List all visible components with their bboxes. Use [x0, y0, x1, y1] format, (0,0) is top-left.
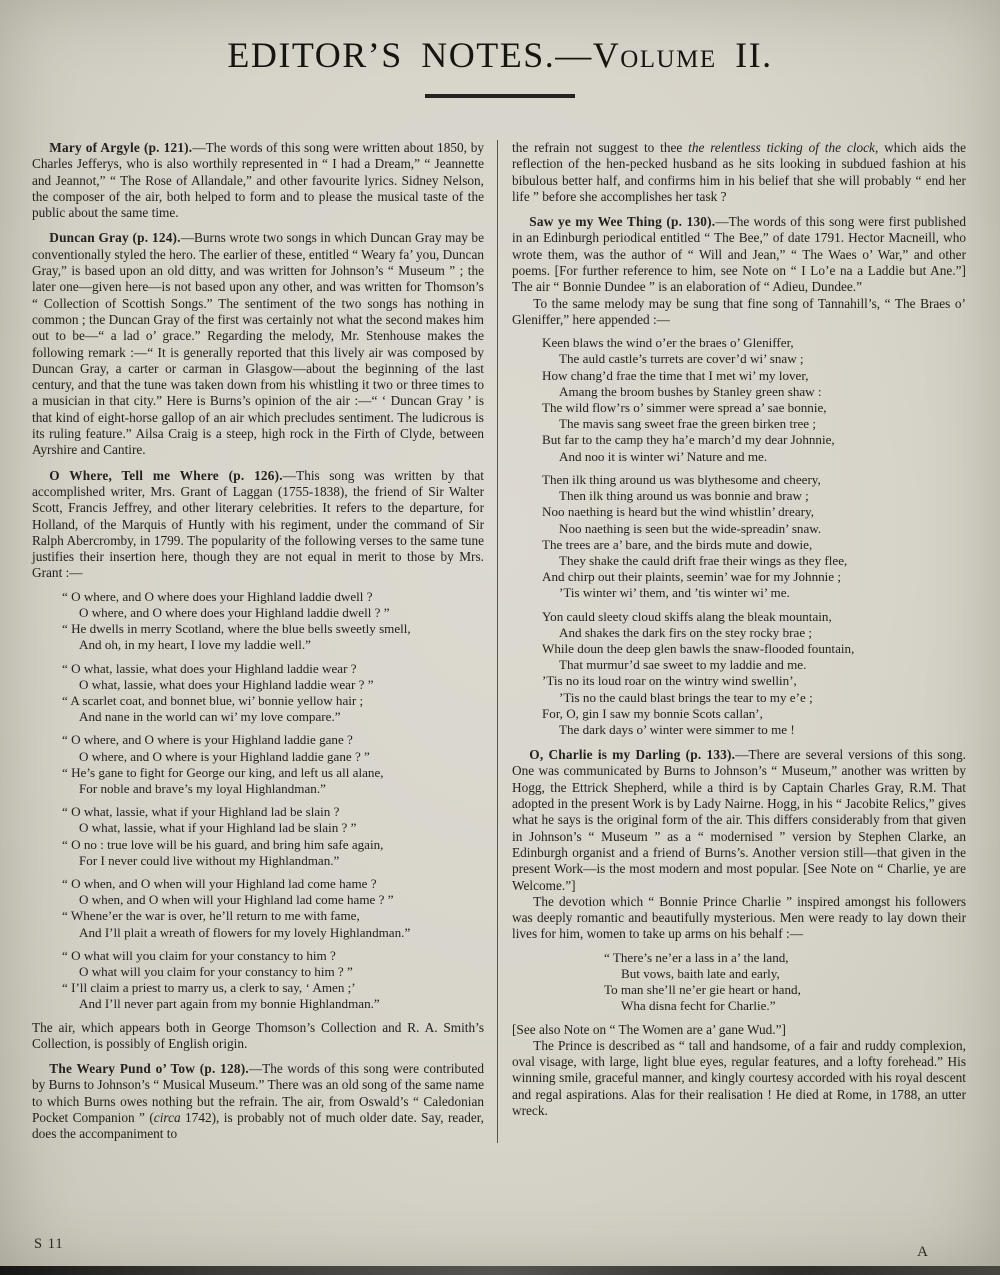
paragraph	[512, 1022, 966, 1038]
verse-stanza	[512, 609, 966, 739]
verse-line: The dark days o’ winter were simmer to me !	[559, 721, 795, 737]
verse-line: “ I’ll claim a priest to marry us, a clerk to say, ‘ Amen ;’	[62, 980, 356, 996]
note-heading: The Weary Pund o’ Tow (p. 128).	[49, 1061, 249, 1077]
title-volume: Volume II.	[592, 35, 773, 75]
verse-line: O where, and O where is your Highland laddie gane ? ”	[79, 748, 370, 764]
note-paragraph	[32, 140, 484, 221]
italic-text-run: the relentless ticking of the clock	[688, 140, 875, 155]
verse-stanza	[512, 335, 966, 465]
verse-stanza	[32, 876, 484, 941]
verse-line: “ O no : true love will be his guard, and bring him safe again,	[62, 836, 384, 852]
verse-line: Amang the broom bushes by Stanley green shaw :	[559, 383, 822, 399]
verse-line: Noo naething is seen but the wide-spreadin’ snaw.	[559, 520, 822, 536]
verse-line: “ He dwells in merry Scotland, where the blue bells sweetly smell,	[62, 621, 411, 637]
verse-stanza	[32, 804, 484, 869]
verse-stanza	[32, 589, 484, 654]
verse-line: “ O what, lassie, what does your Highland laddie wear ?	[62, 660, 357, 676]
verse-line: Keen blaws the wind o’er the braes o’ Gleniffer,	[542, 335, 794, 351]
verse-line: And I’ll plait a wreath of flowers for my lovely Highlandman.”	[79, 924, 411, 940]
verse-line: How chang’d frae the time that I met wi’ my lover,	[542, 367, 809, 383]
verse-line: But vows, baith late and early,	[621, 965, 780, 981]
verse-line: O where, and O where does your Highland laddie dwell ? ”	[79, 604, 390, 620]
verse-line: To man she’ll ne’er gie heart or hand,	[604, 982, 801, 998]
verse-line: “ O where, and O where does your Highland laddie dwell ?	[62, 588, 373, 604]
verse-line: Then ilk thing around us was bonnie and braw ;	[559, 488, 809, 504]
paragraph	[512, 1038, 966, 1119]
two-column-layout	[32, 140, 966, 1143]
right-column	[498, 140, 966, 1143]
paragraph	[32, 1020, 484, 1053]
verse-line: “ A scarlet coat, and bonnet blue, wi’ bonnie yellow hair ;	[62, 692, 364, 708]
text-run: —The words of this song were first published in an Edinburgh periodical entitled “ The Bee,” of date 1791. Hector Macneill, who wrote them, was the author of “ Will and Jean,” “ The Waes o’ War,” and other poems. [For further reference to him, see Note on “ I Lo’e na a Laddie but Ane.”] The air “ Bonnie Dundee ” is an elaboration of “ Adieu, Dundee.”	[512, 214, 966, 295]
verse-line: Then ilk thing around us was blythesome and cheery,	[542, 471, 821, 487]
italic-text-run: circa	[153, 1110, 181, 1126]
verse-line: For, O, gin I saw my bonnie Scots callan’,	[542, 705, 763, 721]
signature-right: A	[917, 1244, 928, 1260]
verse-line: And I’ll never part again from my bonnie Highlandman.”	[79, 996, 380, 1012]
verse-line: O what, lassie, what does your Highland laddie wear ? ”	[79, 676, 374, 692]
verse-stanza	[32, 732, 484, 797]
verse-line: “ O where, and O where is your Highland laddie gane ?	[62, 732, 353, 748]
verse-line: “ O when, and O when will your Highland lad come hame ?	[62, 875, 377, 891]
text-run: —The words of this song were contributed by Burns to Johnson’s “ Musical Museum.” There was an old song of the same name to which Burns owes nothing but the refrain. The air, from Oswald’s “ Caledonian Pocket Companion ” (	[32, 1061, 485, 1126]
text-run: To the same melody may be sung that fine song of Tannahill’s, “ The Braes o’ Gleniffer,” here appended :—	[512, 295, 966, 327]
title-rule	[425, 94, 575, 98]
verse-line: And shakes the dark firs on the stey rocky brae ;	[559, 624, 813, 640]
paragraph	[512, 296, 966, 329]
verse-line: The trees are a’ bare, and the birds mute and dowie,	[542, 536, 813, 552]
text-run: —There are several versions of this song. One was communicated by Burns to Johnson’s “ Museum,” another was written by Hogg, the Ettrick Shepherd, while a third is by Captain Charles Gray, R.M. That adopted in the present Work is by Lady Nairne. Hogg, in his “ Jacobite Relics,” gives what he says is the original form of the air. This differs considerably from that given in Johnson’s “ Museum ” as a “ modernised ” version by Stephen Clarke, an Edinburgh organist and a friend of Burns’s. Another version still—that given in the present Work—is the most modern and most popular. [See Note on “ Charlie, ye are Welcome.”]	[512, 747, 966, 893]
page-title	[0, 34, 1000, 76]
verse-line: O what will you claim for your constancy to him ? ”	[79, 963, 353, 979]
verse-line: For I never could live without my Highlandman.”	[79, 852, 340, 868]
text-run: —The words of this song were written about 1850, by Charles Jefferys, who is also worthily represented in “ I had a Dream,” “ Jeannette and Jeannot,” “ The Rose of Allandale,” and other favourite lyrics. Sidney Nelson, the composer of the air, both helped to form and to please the musical taste of the public about the same time.	[32, 140, 484, 221]
verse-line: ’Tis no the cauld blast brings the tear to my e’e ;	[559, 689, 813, 705]
verse-line: ’Tis winter wi’ them, and ’tis winter wi’ me.	[559, 585, 790, 601]
verse-line: ’Tis no its loud roar on the wintry wind swellin’,	[542, 673, 797, 689]
text-run: , which aids the reflection of the hen-pecked husband as he sits looking in subdued fashion at his bibulous better half, and confirms him in his belief that she will probably “ end her life ” before she accomplishes her task ?	[512, 140, 966, 204]
signature-left: S 11	[34, 1236, 64, 1252]
text-run: The Prince is described as “ tall and handsome, of a fair and ruddy complexion, oval visage, with large, light blue eyes, regular features, and a lofty forehead.” His winning smile, graceful manner, and kingly courtesy accorded with his royal descent and regal aspirations. Alas for their realisation ! He died at Rome, in 1788, an utter wreck.	[512, 1037, 966, 1118]
page-bottom-edge	[0, 1266, 1000, 1275]
text-run: the refrain not suggest to thee	[512, 140, 689, 155]
paragraph	[512, 140, 966, 205]
verse-line: “ Whene’er the war is over, he’ll return to me with fame,	[62, 908, 360, 924]
verse-line: The wild flow’rs o’ simmer were spread a’ sae bonnie,	[542, 400, 827, 416]
verse-line: For noble and brave’s my loyal Highlandman.”	[79, 780, 326, 796]
verse-line: And chirp out their plaints, seemin’ wae for my Johnnie ;	[542, 569, 842, 585]
note-heading: O Where, Tell me Where (p. 126).	[49, 467, 283, 483]
note-heading: O, Charlie is my Darling (p. 133).	[529, 747, 736, 763]
verse-stanza	[32, 661, 484, 726]
verse-line: “ O what, lassie, what if your Highland lad be slain ?	[62, 804, 340, 820]
note-heading: Duncan Gray (p. 124).	[49, 230, 181, 246]
verse-line: The mavis sang sweet frae the green birken tree ;	[559, 416, 817, 432]
verse-line: Yon cauld sleety cloud skiffs alang the bleak mountain,	[542, 608, 832, 624]
verse-line: O when, and O when will your Highland lad come hame ? ”	[79, 892, 394, 908]
title-main: EDITOR’S NOTES.—	[227, 35, 593, 75]
verse-line: But far to the camp they ha’e march’d my dear Johnnie,	[542, 432, 835, 448]
verse-line: Wha disna fecht for Charlie.”	[621, 998, 776, 1014]
note-paragraph	[32, 1061, 484, 1142]
verse-line: The auld castle’s turrets are cover’d wi’ snaw ;	[559, 351, 804, 367]
note-paragraph	[32, 468, 484, 582]
verse-line: They shake the cauld drift frae their wings as they flee,	[559, 552, 848, 568]
note-paragraph	[512, 747, 966, 894]
verse-line: Noo naething is heard but the wind whistlin’ dreary,	[542, 504, 814, 520]
verse-line: “ O what will you claim for your constancy to him ?	[62, 947, 336, 963]
verse-line: And nane in the world can wi’ my love compare.”	[79, 709, 341, 725]
left-column	[32, 140, 497, 1143]
text-run: [See also Note on “ The Women are a’ gane Wud.”]	[512, 1021, 786, 1037]
note-heading: Mary of Argyle (p. 121).	[49, 140, 193, 155]
note-heading: Saw ye my Wee Thing (p. 130).	[529, 214, 716, 230]
paragraph	[512, 894, 966, 943]
verse-stanza	[512, 472, 966, 602]
verse-line: That murmur’d sae sweet to my laddie and me.	[559, 657, 807, 673]
note-paragraph	[512, 214, 966, 295]
text-run: 1742), is probably not of much older date. Say, reader, does the accompaniment to	[32, 1110, 484, 1142]
verse-line: And noo it is winter wi’ Nature and me.	[559, 448, 768, 464]
verse-line: “ There’s ne’er a lass in a’ the land,	[604, 949, 789, 965]
verse-line: While doun the deep glen bawls the snaw-flooded fountain,	[542, 640, 855, 656]
verse-line: O what, lassie, what if your Highland lad be slain ? ”	[79, 820, 357, 836]
text-run: The air, which appears both in George Thomson’s Collection and R. A. Smith’s Collection, is possibly of English origin.	[32, 1019, 484, 1051]
verse-stanza	[512, 950, 966, 1015]
text-run: —Burns wrote two songs in which Duncan Gray may be conventionally styled the hero. The earlier of these, entitled “ Weary fa’ you, Duncan Gray,” is based upon an old ditty, and was written for Johnson’s “ Museum ” ; the later one—given here—is not based upon any other, and was written for Thomson’s “ Collection of Scottish Songs.” The sentiment of the two songs has nothing in common ; the Duncan Gray of the first was certainly not what the second makes him out to be—“ a lad o’ grace.” Regarding the melody, Mr. Stenhouse makes the following remark :—“ It is generally reported that this lively air was composed by Duncan Gray, a carter or carman in Glasgow—about the beginning of the last century, and that the tune was taken down from his whistling it two or three times to a musician in that city.” Here is Burns’s opinion of the air :—“ ‘ Duncan Gray ’ is that kind of eight-horse gallop of an air which precludes sentiment. The ludicrous is its ruling feature.” Ailsa Craig is a steep, high rock in the Firth of Clyde, between Ayrshire and Cantire.	[32, 230, 484, 458]
verse-line: “ He’s gane to fight for George our king, and left us all alane,	[62, 764, 384, 780]
text-run: The devotion which “ Bonnie Prince Charlie ” inspired amongst his followers was deeply romantic and beautifully mysterious. Men were ready to lay down their lives for him, women to take up arms on his behalf :—	[512, 893, 966, 942]
verse-line: And oh, in my heart, I love my laddie well.”	[79, 637, 311, 653]
verse-stanza	[32, 948, 484, 1013]
note-paragraph	[32, 230, 484, 458]
text-run: —This song was written by that accomplished writer, Mrs. Grant of Laggan (1755-1838), the friend of Sir Walter Scott, Francis Jeffrey, and other literary celebrities. It refers to the departure, for Holland, of the Marquis of Huntly with his regiment, under the command of Sir Ralph Abercromby, in 1799. The popularity of the following verses to the same tune justifies their insertion here, though they are not equal in merit to those by Mrs. Grant :—	[32, 467, 484, 581]
